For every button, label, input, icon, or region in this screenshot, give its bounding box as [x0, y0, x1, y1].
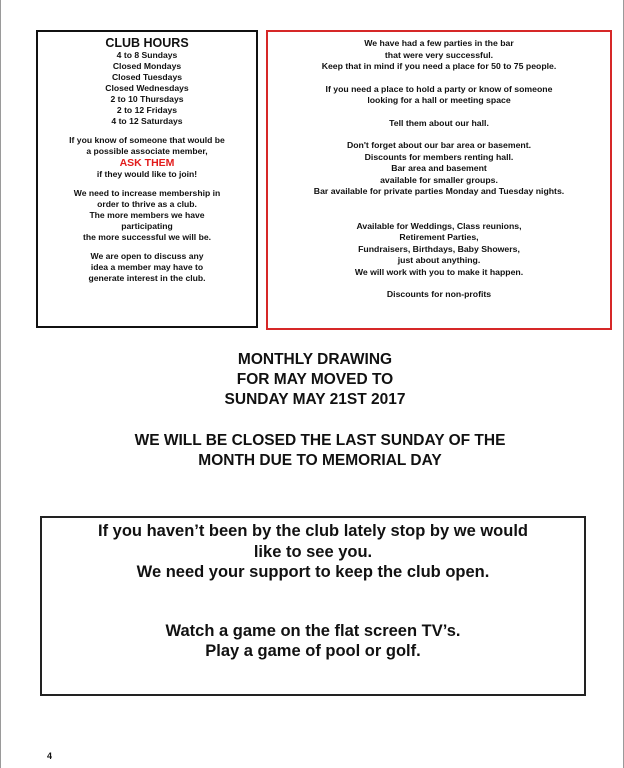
- events-text: Fundraisers, Birthdays, Baby Showers,: [358, 243, 520, 254]
- parties-text: Keep that in mind if you need a place for 50 to 75 people.: [321, 61, 557, 71]
- hours-line: 2 to 12 Fridays: [116, 105, 178, 115]
- bar-text: Bar available for private parties Monday and Tuesday nights.: [313, 186, 565, 196]
- open-text: idea a member may have to: [90, 262, 204, 272]
- hours-line: Closed Mondays: [112, 61, 182, 71]
- open-text: generate interest in the club.: [88, 273, 206, 283]
- events-text: We will work with you to make it happen.: [354, 266, 524, 277]
- monthly-drawing-notice: [60, 350, 570, 410]
- closed-line: WE WILL BE CLOSED THE LAST SUNDAY OF THE: [134, 432, 506, 449]
- hours-line: 4 to 12 Saturdays: [111, 116, 183, 126]
- closed-line: MONTH DUE TO MEMORIAL DAY: [198, 452, 442, 469]
- activity-line: Watch a game on the flat screen TV’s.: [165, 621, 461, 640]
- visit-line: We need your support to keep the club open.: [136, 563, 490, 581]
- ask-them-callout: ASK THEM: [119, 157, 175, 169]
- parties-text: that were very successful.: [384, 49, 494, 60]
- drawing-line: SUNDAY MAY 21ST 2017: [224, 391, 406, 408]
- drawing-line: FOR MAY MOVED TO: [236, 371, 394, 388]
- parties-box: [266, 30, 612, 330]
- hours-line: Closed Tuesdays: [111, 72, 183, 82]
- membership-text: The more members we have: [89, 210, 205, 220]
- page-left-edge: [0, 0, 1, 768]
- drawing-line: MONTHLY DRAWING: [237, 351, 393, 368]
- bar-text: Don't forget about our bar area or basement.: [346, 140, 532, 150]
- open-text: We are open to discuss any: [90, 251, 204, 261]
- events-text: Available for Weddings, Class reunions,: [356, 220, 522, 231]
- bar-text: Bar area and basement: [391, 163, 487, 173]
- events-text: Retirement Parties,: [399, 232, 479, 242]
- hall-text: If you need a place to hold a party or know of someone: [325, 83, 553, 94]
- hours-line: Closed Wednesdays: [105, 83, 189, 93]
- associate-text: a possible associate member,: [86, 146, 208, 156]
- page-number: 4: [47, 751, 53, 761]
- visit-line: If you haven’t been by the club lately stop by we would: [98, 522, 528, 540]
- closed-notice: [60, 431, 580, 471]
- visit-box: [40, 516, 586, 696]
- membership-text: We need to increase membership in: [73, 188, 221, 198]
- membership-text: order to thrive as a club.: [97, 199, 197, 209]
- events-text: just about anything.: [397, 255, 481, 265]
- join-text: if they would like to join!: [96, 169, 198, 179]
- activity-line: Play a game of pool or golf.: [205, 642, 421, 660]
- club-hours-title: CLUB HOURS: [105, 36, 189, 50]
- bar-text: available for smaller groups.: [380, 174, 498, 185]
- membership-text: participating: [121, 221, 173, 231]
- bar-text: Discounts for members renting hall.: [364, 151, 514, 162]
- discount-text: Discounts for non-profits: [386, 289, 492, 299]
- hall-text: looking for a hall or meeting space: [367, 95, 511, 105]
- membership-text: the more successful we will be.: [83, 232, 211, 242]
- club-hours-box: [36, 30, 258, 328]
- visit-line: like to see you.: [253, 542, 373, 561]
- hours-line: 2 to 10 Thursdays: [110, 94, 184, 104]
- associate-text: If you know of someone that would be: [69, 135, 225, 145]
- hours-line: 4 to 8 Sundays: [116, 50, 178, 60]
- parties-text: We have had a few parties in the bar: [364, 38, 514, 48]
- tell-them-text: Tell them about our hall.: [389, 117, 489, 128]
